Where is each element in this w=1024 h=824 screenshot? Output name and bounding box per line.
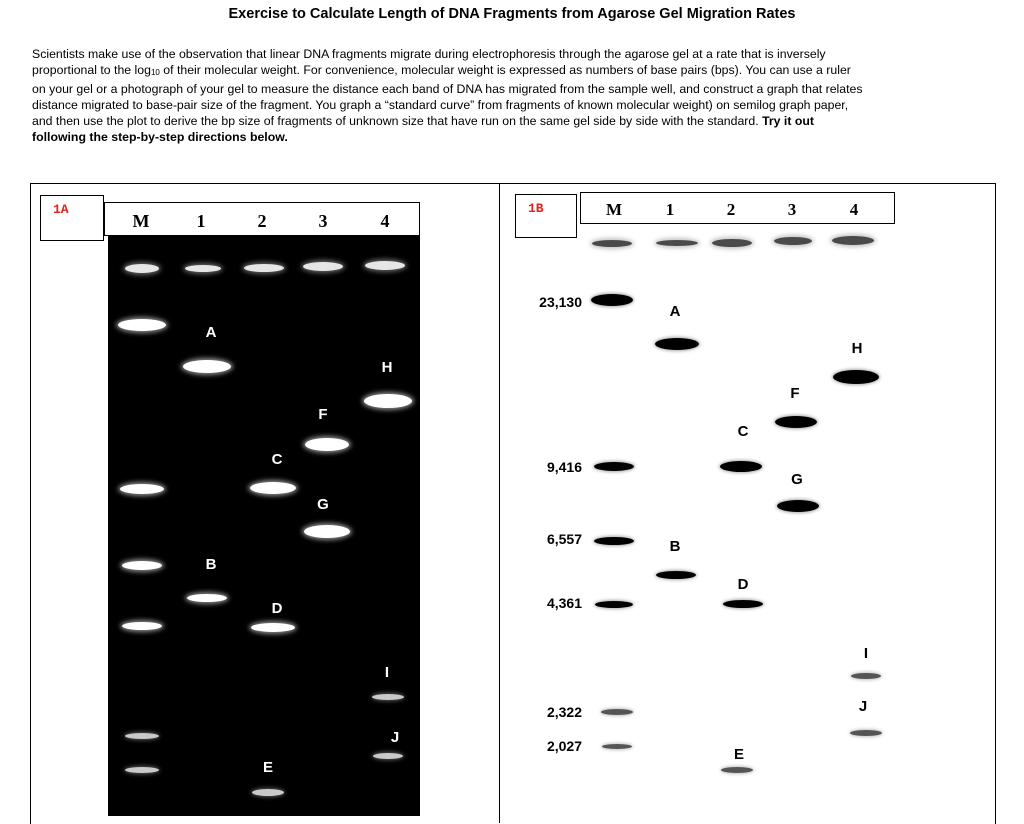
fragment-label: F [790, 385, 800, 402]
fragment-label: E [733, 746, 744, 763]
lane-label-1: 1 [665, 200, 675, 219]
intro-line-1: Scientists make use of the observation that linear DNA fragments migrate during electrophoresis through the agarose gel at a rate that is inversely [32, 47, 826, 61]
intro-line-3: on your gel or a photograph of your gel to measure the distance each band of DNA has migrated from the sample well, and construct a graph that relates [32, 82, 863, 96]
fragment-label: I [384, 664, 390, 681]
lane-label-m: M [605, 200, 623, 219]
dna-band [364, 394, 412, 408]
fragment-label: C [737, 423, 749, 440]
sample-well [712, 239, 752, 247]
dna-band [833, 370, 879, 384]
fragment-label: F [318, 406, 328, 423]
fragment-label: J [858, 698, 868, 715]
dna-band [372, 694, 404, 700]
figure-1a-lane-header [104, 202, 420, 236]
fragment-label: C [271, 451, 283, 468]
fragment-label: G [317, 496, 329, 513]
gel-image-1b [580, 224, 895, 814]
dna-band [187, 594, 227, 602]
sample-well [244, 264, 284, 272]
dna-band [777, 500, 819, 512]
marker-size-label: 23,130 [539, 294, 582, 310]
dna-band [183, 360, 231, 373]
figure-1b-lane-header [580, 192, 895, 224]
sample-well [125, 264, 159, 273]
figure-1a-label: 1A [40, 195, 104, 241]
fragment-label: G [791, 471, 803, 488]
figure-1b-label: 1B [515, 194, 577, 238]
sample-well [774, 237, 812, 245]
lane-label-m: M [132, 211, 150, 231]
dna-band [125, 767, 159, 773]
sample-well [656, 240, 698, 246]
dna-band [591, 294, 633, 306]
dna-band [250, 482, 296, 494]
dna-band [720, 461, 762, 472]
dna-band [721, 767, 753, 773]
sample-well [592, 240, 632, 247]
dna-band [655, 338, 699, 350]
sample-well [365, 261, 405, 270]
fragment-label: E [262, 759, 273, 776]
dna-band [723, 600, 763, 608]
dna-band [120, 484, 164, 494]
figure-divider [499, 183, 500, 823]
intro-line-5: and then use the plot to derive the bp size of fragments of unknown size that have run on the same gel side by side with the standard. Try it out [32, 114, 814, 128]
log-subscript: 10 [150, 68, 160, 77]
dna-band [850, 730, 882, 736]
fragment-label: A [205, 324, 217, 341]
dna-band [125, 733, 159, 739]
fragment-label: D [737, 576, 749, 593]
fragment-label: J [390, 729, 400, 746]
lane-label-4: 4 [380, 211, 390, 231]
dna-band [304, 525, 350, 538]
dna-band [851, 673, 881, 679]
lane-label-2: 2 [257, 211, 267, 231]
marker-size-label: 9,416 [546, 459, 582, 475]
try-it-out-text: Try it out [762, 114, 814, 128]
fragment-label: B [205, 556, 217, 573]
sample-well [185, 265, 221, 272]
dna-band [373, 753, 403, 759]
intro-line-6: following the step-by-step directions below. [32, 130, 288, 144]
dna-band [252, 789, 284, 796]
fragment-label: H [851, 340, 863, 357]
intro-line-4: distance migrated to base-pair size of the fragment. You graph a “standard curve” from fragments of known molecular weight) on semilog graph paper, [32, 98, 849, 112]
fragment-label: I [863, 645, 869, 662]
dna-band [594, 537, 634, 545]
dna-band [122, 561, 162, 570]
dna-band [775, 416, 817, 428]
lane-label-1: 1 [196, 211, 206, 231]
dna-band [305, 438, 349, 451]
sample-well [303, 262, 343, 271]
intro-line-2: proportional to the $\log_{10}$ of their molecular weight. For convenience, molecular weight is expressed as numbers of base pairs (bps). You can use a ruler [32, 63, 851, 77]
page-title: Exercise to Calculate Length of DNA Fragments from Agarose Gel Migration Rates [228, 6, 796, 22]
marker-size-label: 2,027 [546, 738, 582, 754]
dna-band [122, 622, 162, 630]
marker-size-label: 4,361 [546, 595, 582, 611]
dna-band [595, 601, 633, 608]
dna-band [656, 571, 696, 579]
fragment-label: B [669, 538, 681, 555]
marker-size-label: 6,557 [546, 531, 582, 547]
gel-image-1a [108, 236, 420, 816]
fragment-label: H [381, 359, 393, 376]
dna-band [594, 462, 634, 471]
fragment-label: A [669, 303, 681, 320]
intro-paragraph [32, 46, 1000, 145]
lane-label-3: 3 [787, 200, 797, 219]
lane-label-2: 2 [726, 200, 736, 219]
dna-band [602, 744, 632, 749]
dna-band [251, 623, 295, 632]
lane-label-4: 4 [849, 200, 859, 219]
sample-well [832, 236, 874, 245]
marker-size-label: 2,322 [546, 704, 582, 720]
dna-band [601, 709, 633, 715]
lane-label-3: 3 [318, 211, 328, 231]
dna-band [118, 319, 166, 331]
fragment-label: D [271, 600, 283, 617]
